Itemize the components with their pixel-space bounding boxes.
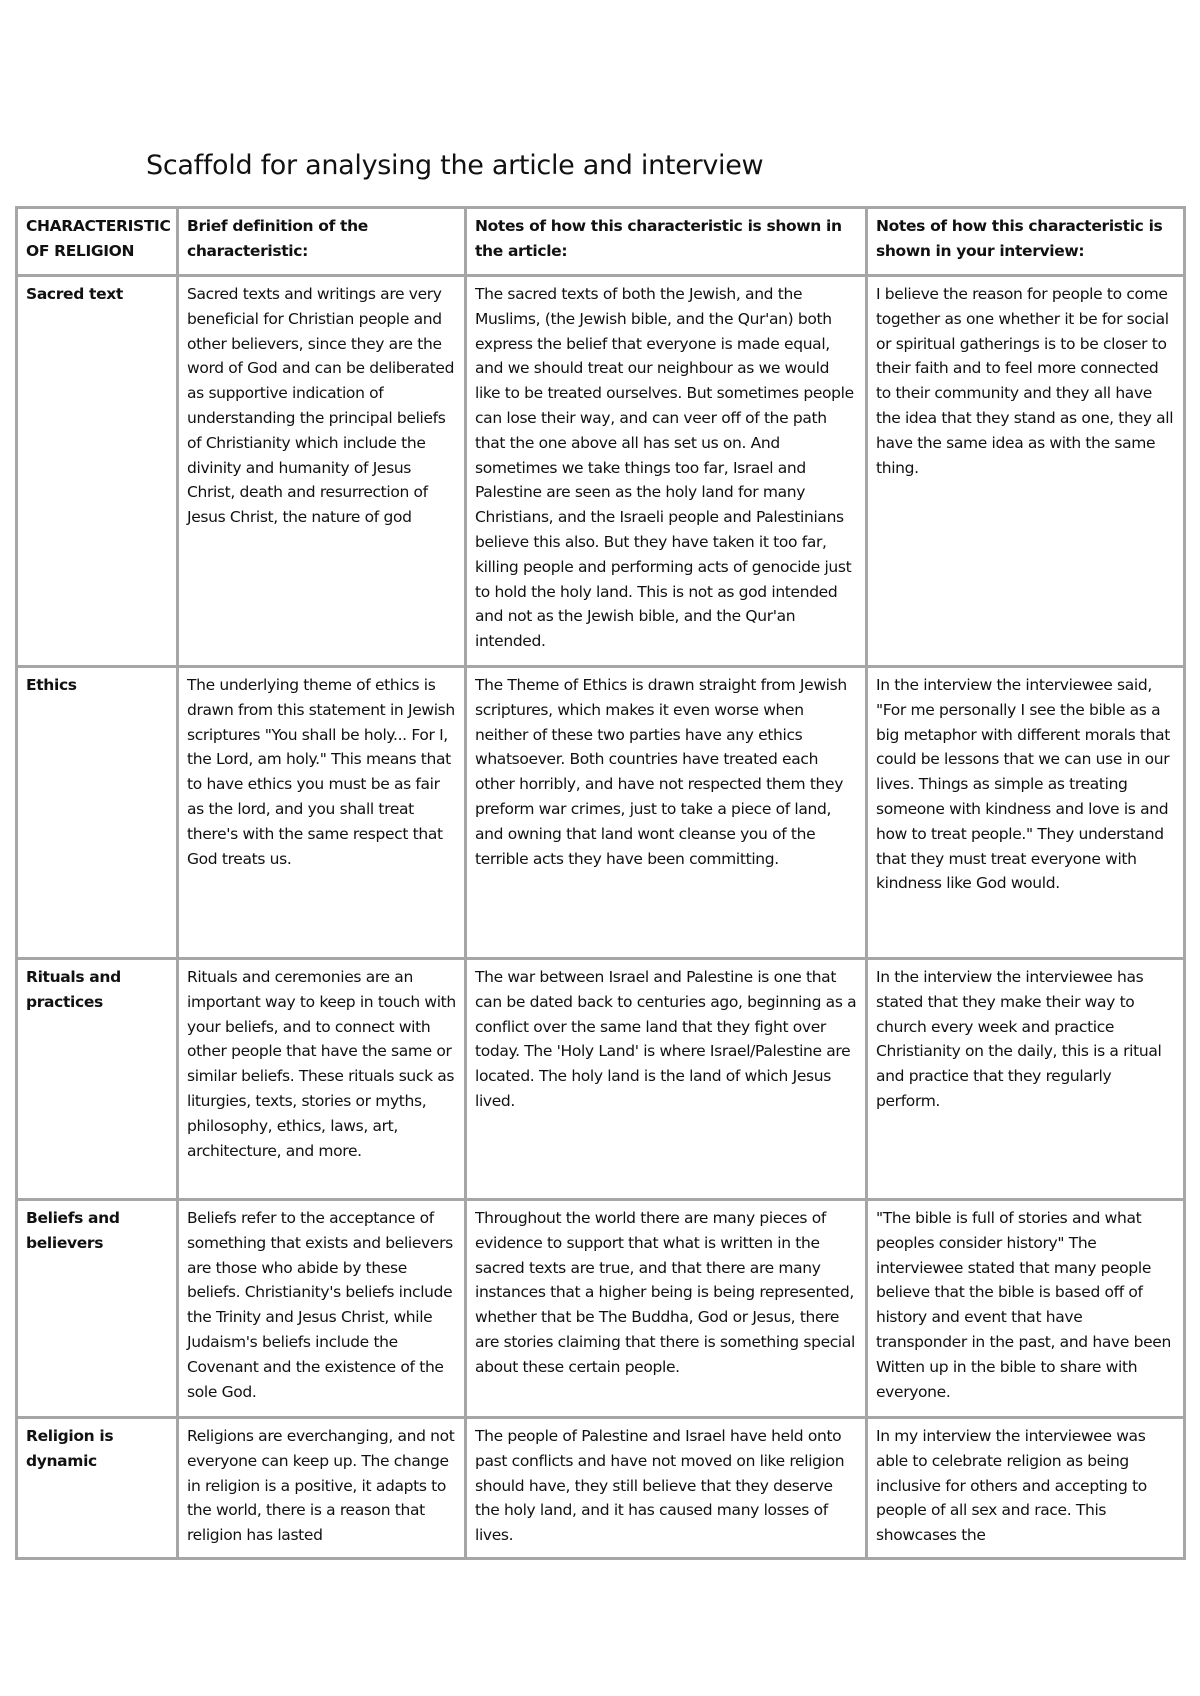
header-article-notes: Notes of how this characteristic is shown in the article: <box>466 208 867 276</box>
scaffold-table <box>15 206 1186 1560</box>
interview-notes-cell: I believe the reason for people to come together as one whether it be for social or spiritual gatherings is to be closer to their faith and to feel more connected to their community and they all have the idea that they stand as one, they all have the same idea as with the same thing. <box>867 276 1185 667</box>
table-row-sacred-text <box>17 276 1185 667</box>
table-row-rituals <box>17 959 1185 1200</box>
table-row-beliefs <box>17 1200 1185 1418</box>
header-characteristic: CHARACTERISTIC OF RELIGION <box>17 208 178 276</box>
characteristic-cell: Beliefs and believers <box>17 1200 178 1418</box>
interview-notes-cell: In the interview the interviewee said, "For me personally I see the bible as a big metaphor with different morals that could be lessons that we can use in our lives. Things as simple as treating someone with kindness and love is and how to treat people." They understand that they must treat everyone with kindness like God would. <box>867 667 1185 959</box>
definition-cell: Religions are everchanging, and not everyone can keep up. The change in religion is a positive, it adapts to the world, there is a reason that religion has lasted <box>178 1418 466 1559</box>
article-notes-cell: The people of Palestine and Israel have held onto past conflicts and have not moved on like religion should have, they still believe that they deserve the holy land, and it has caused many losses of lives. <box>466 1418 867 1559</box>
interview-notes-cell: In my interview the interviewee was able to celebrate religion as being inclusive for others and accepting to people of all sex and race. This showcases the <box>867 1418 1185 1559</box>
table-row-dynamic <box>17 1418 1185 1559</box>
definition-cell: Sacred texts and writings are very beneficial for Christian people and other believers, since they are the word of God and can be deliberated as supportive indication of understanding the principal beliefs of Christianity which include the divinity and humanity of Jesus Christ, death and resurrection of Jesus Christ, the nature of god <box>178 276 466 667</box>
definition-cell: The underlying theme of ethics is drawn from this statement in Jewish scriptures "You shall be holy... For I, the Lord, am holy." This means that to have ethics you must be as fair as the lord, and you shall treat there's with the same respect that God treats us. <box>178 667 466 959</box>
characteristic-cell: Rituals and practices <box>17 959 178 1200</box>
header-interview-notes: Notes of how this characteristic is shown in your interview: <box>867 208 1185 276</box>
article-notes-cell: The Theme of Ethics is drawn straight from Jewish scriptures, which makes it even worse when neither of these two parties have any ethics whatsoever. Both countries have treated each other horribly, and have not respected them they preform war crimes, just to take a piece of land, and owning that land wont cleanse you of the terrible acts they have been committing. <box>466 667 867 959</box>
characteristic-cell: Ethics <box>17 667 178 959</box>
interview-notes-cell: In the interview the interviewee has stated that they make their way to church every week and practice Christianity on the daily, this is a ritual and practice that they regularly perform. <box>867 959 1185 1200</box>
article-notes-cell: The sacred texts of both the Jewish, and the Muslims, (the Jewish bible, and the Qur'an) both express the belief that everyone is made equal, and we should treat our neighbour as we would like to be treated ourselves. But sometimes people can lose their way, and can veer off of the path that the one above all has set us on. And sometimes we take things too far, Israel and Palestine are seen as the holy land for many Christians, and the Israeli people and Palestinians believe this also. But they have taken it too far, killing people and performing acts of genocide just to hold the holy land. This is not as god intended and not as the Jewish bible, and the Qur'an intended. <box>466 276 867 667</box>
definition-cell: Rituals and ceremonies are an important way to keep in touch with your beliefs, and to connect with other people that have the same or similar beliefs. These rituals suck as liturgies, texts, stories or myths, philosophy, ethics, laws, art, architecture, and more. <box>178 959 466 1200</box>
header-row <box>17 208 1185 276</box>
header-definition: Brief definition of the characteristic: <box>178 208 466 276</box>
interview-notes-cell: "The bible is full of stories and what peoples consider history" The interviewee stated that many people believe that the bible is based off of history and event that have transponder in the past, and have been Witten up in the bible to share with everyone. <box>867 1200 1185 1418</box>
definition-cell: Beliefs refer to the acceptance of something that exists and believers are those who abide by these beliefs. Christianity's beliefs include the Trinity and Jesus Christ, while Judaism's beliefs include the Covenant and the existence of the sole God. <box>178 1200 466 1418</box>
table-row-ethics <box>17 667 1185 959</box>
page-title: Scaffold for analysing the article and interview <box>146 150 764 181</box>
article-notes-cell: The war between Israel and Palestine is one that can be dated back to centuries ago, beginning as a conflict over the same land that they fight over today. The 'Holy Land' is where Israel/Palestine are located. The holy land is the land of which Jesus lived. <box>466 959 867 1200</box>
characteristic-cell: Sacred text <box>17 276 178 667</box>
article-notes-cell: Throughout the world there are many pieces of evidence to support that what is written in the sacred texts are true, and that there are many instances that a higher being is being represented, whether that be The Buddha, God or Jesus, there are stories claiming that there is something special about these certain people. <box>466 1200 867 1418</box>
characteristic-cell: Religion is dynamic <box>17 1418 178 1559</box>
